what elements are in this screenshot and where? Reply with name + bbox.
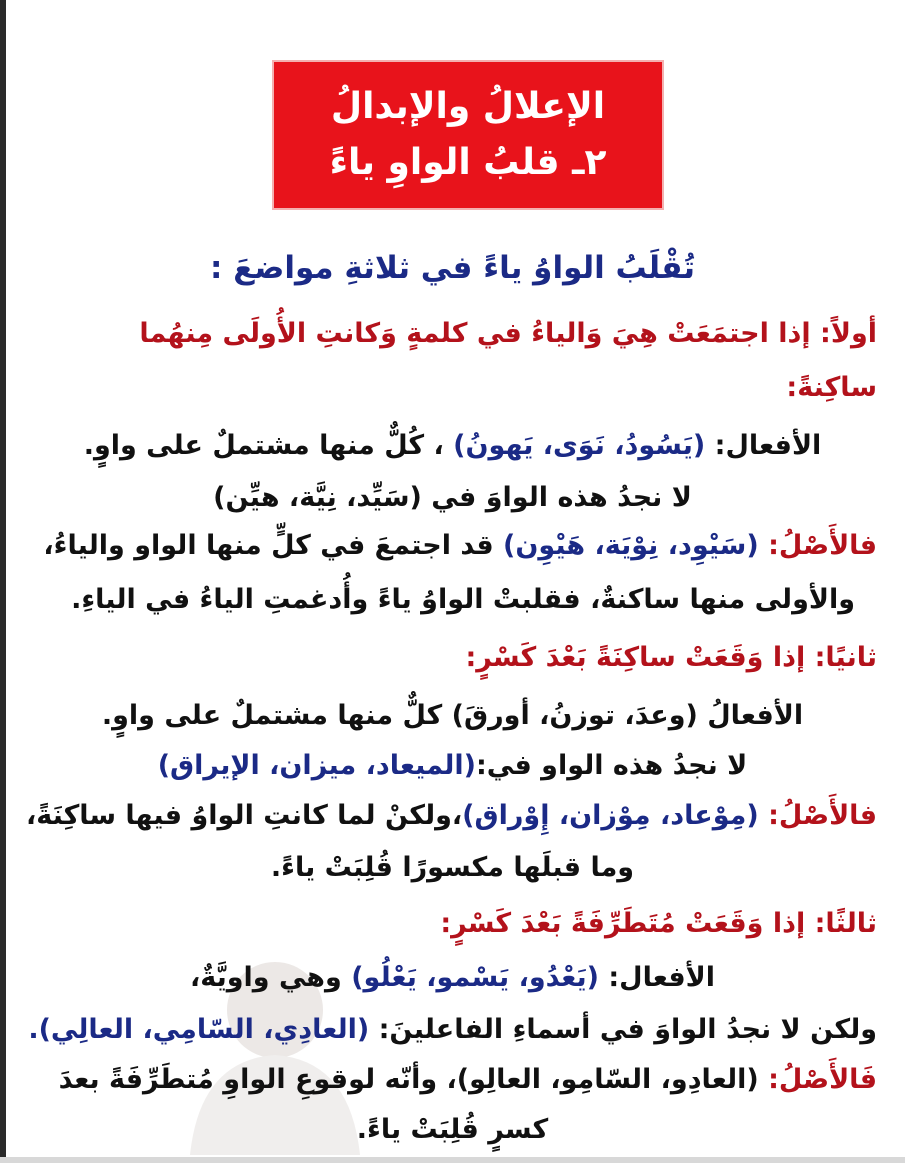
first-origin-label: فالأَصْلُ: bbox=[758, 530, 877, 561]
first-origin-examples: (سَيْوِد، نِوْيَة، هَيْوِن) bbox=[503, 530, 759, 561]
third-notfound-line bbox=[28, 1014, 877, 1045]
second-verbs-examples: (وعدَ، توزنُ، أورقَ) bbox=[451, 700, 698, 731]
title-line-2: ٢ـ قلبُ الواوِ ياءً bbox=[329, 142, 607, 183]
first-heading-cont: ساكِنةً: bbox=[786, 372, 877, 403]
first-origin-line bbox=[28, 530, 877, 561]
second-origin-line bbox=[25, 800, 877, 831]
title-box bbox=[272, 60, 664, 210]
first-verbs-label: الأفعال: bbox=[705, 430, 822, 461]
third-verbs-line bbox=[28, 962, 877, 993]
second-origin-rest: ،ولكنْ لما كانتِ الواوُ فيها ساكِنَةً، bbox=[25, 800, 463, 831]
first-verbs-examples: (يَسُودُ، نَوَى، يَهونُ) bbox=[453, 430, 706, 461]
document-page bbox=[10, 0, 895, 1163]
third-notfound-label: ولكن لا نجدُ الواوَ في أسماءِ الفاعلينَ: bbox=[369, 1014, 877, 1045]
third-verbs-label: الأفعال: bbox=[598, 962, 715, 993]
second-verbs-line bbox=[28, 700, 877, 731]
left-border bbox=[0, 0, 6, 1163]
first-notfound-examples: (سَيِّد، نِيَّة، هيِّن) bbox=[213, 482, 422, 513]
second-notfound-line bbox=[28, 750, 877, 781]
second-origin-label: فالأَصْلُ: bbox=[758, 800, 877, 831]
bottom-border bbox=[0, 1157, 905, 1163]
second-verbs-label: الأفعالُ bbox=[697, 700, 804, 731]
third-origin-label: فَالأَصْلُ: bbox=[758, 1064, 877, 1095]
first-origin-line-2: والأولى منها ساكنةٌ، فقلبتْ الواوُ ياءً وأُدغمتِ الياءُ في الياءِ. bbox=[71, 584, 855, 615]
third-heading: ثالثًا: إذا وَقَعَتْ مُتَطَرِّفَةً بَعْدَ كَسْرٍ: bbox=[440, 908, 877, 939]
first-origin-rest: قد اجتمعَ في كلٍّ منها الواو والياءُ، bbox=[43, 530, 504, 561]
first-notfound-line bbox=[28, 482, 877, 513]
first-notfound-label: لا نجدُ هذه الواوَ في bbox=[421, 482, 692, 513]
third-origin-examples: (العادِو، السّامِو، العالِو) bbox=[456, 1064, 759, 1095]
first-verbs-line bbox=[28, 430, 877, 461]
third-verbs-rest: وهي واويَّةٌ، bbox=[190, 962, 352, 993]
second-verbs-rest: كلٌّ منها مشتملٌ على واوٍ. bbox=[101, 700, 452, 731]
second-heading: ثانيًا: إذا وَقَعَتْ ساكِنَةً بَعْدَ كَسْرٍ: bbox=[465, 642, 877, 673]
second-notfound-examples: (الميعاد، ميزان، الإيراق) bbox=[157, 750, 476, 781]
third-origin-rest: ، وأنّه لوقوعِ الواوِ مُتطَرِّفَةً بعدَ bbox=[58, 1064, 457, 1095]
second-notfound-label: لا نجدُ هذه الواو في: bbox=[475, 750, 748, 781]
second-origin-line-2: وما قبلَها مكسورًا قُلِبَتْ ياءً. bbox=[270, 852, 635, 883]
intro-line: تُقْلَبُ الواوُ ياءً في ثلاثةِ مواضعَ : bbox=[210, 250, 695, 286]
third-verbs-examples: (يَعْدُو، يَسْمو، يَعْلُو) bbox=[351, 962, 599, 993]
first-verbs-rest: ، كُلٌّ منها مشتملٌ على واوٍ. bbox=[83, 430, 454, 461]
title-line-1: الإعلالُ والإبدالُ bbox=[330, 86, 606, 127]
third-notfound-examples: (العادِي، السّامِي، العالِي). bbox=[28, 1014, 370, 1045]
third-origin-line-2: كسرٍ قُلِبَتْ ياءً. bbox=[356, 1114, 549, 1145]
second-origin-examples: (مِوْعاد، مِوْزان، إِوْراق) bbox=[462, 800, 759, 831]
third-origin-line bbox=[28, 1064, 877, 1095]
first-heading: أولاً: إذا اجتمَعَتْ هِيَ وَالياءُ في كلمةٍ وَكانتِ الأُولَى مِنهُما bbox=[139, 318, 877, 349]
